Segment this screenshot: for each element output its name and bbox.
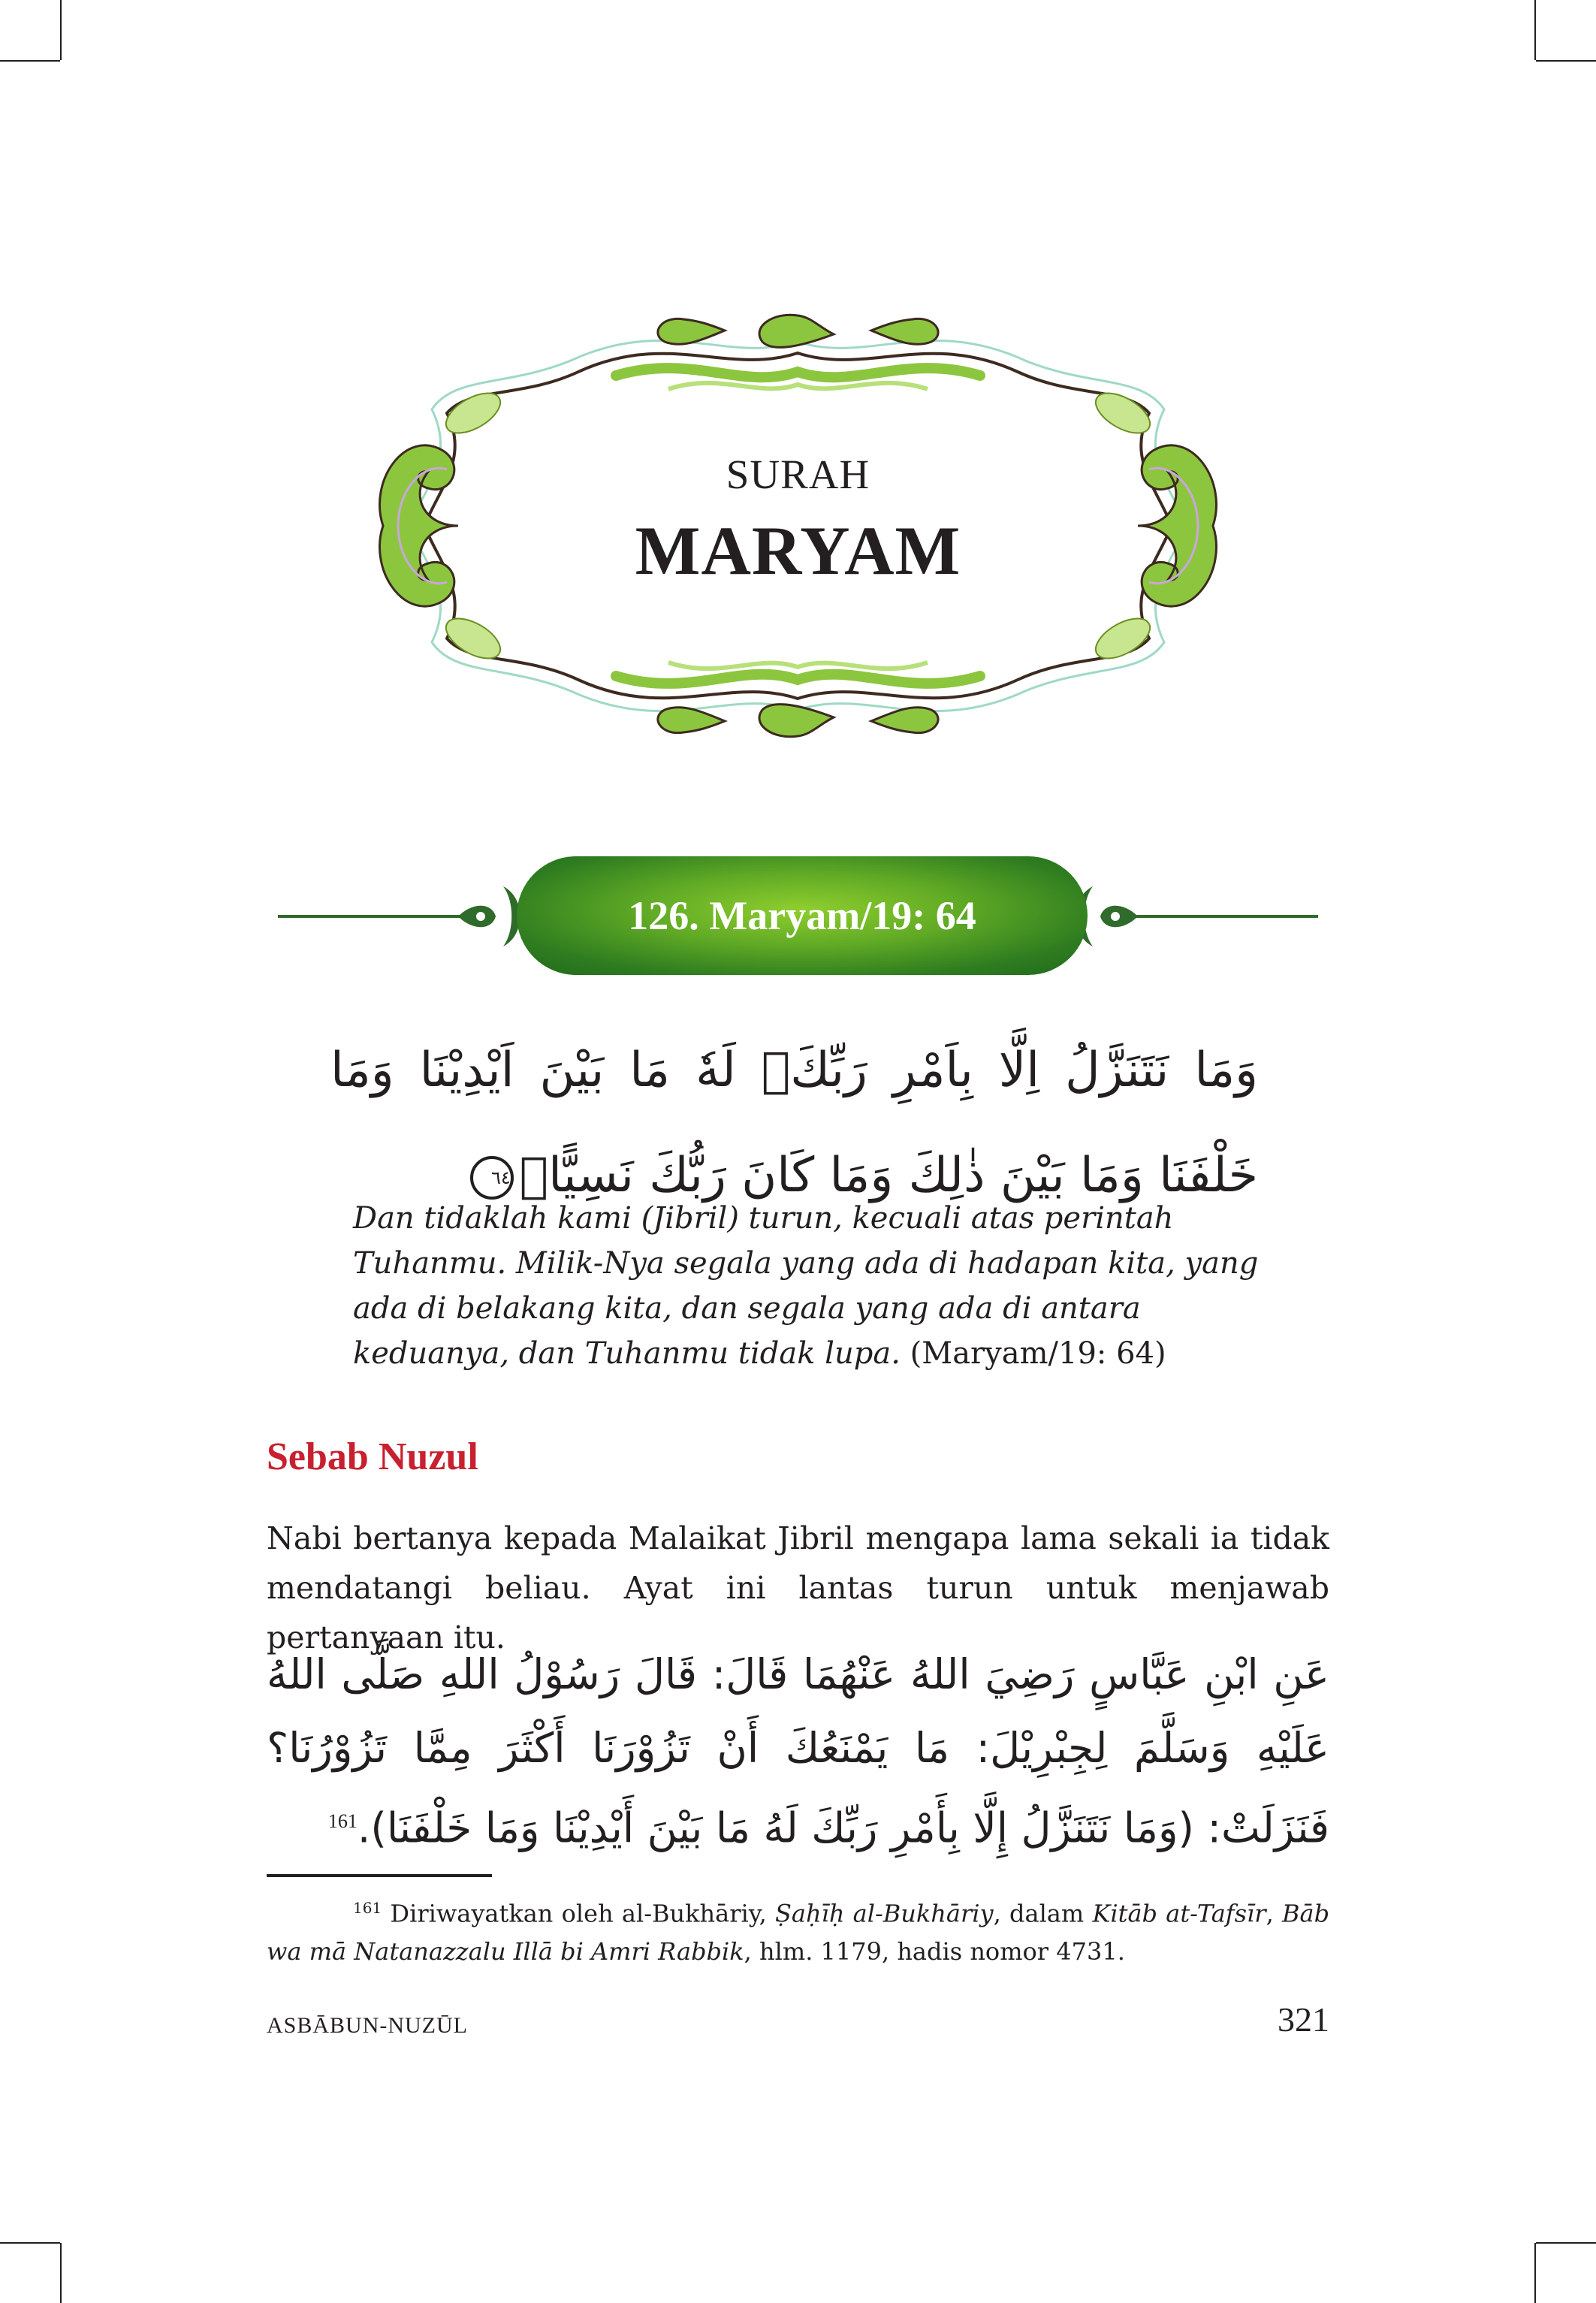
footnote — [267, 1889, 1329, 1970]
footnote-text-2: , dalam — [993, 1899, 1093, 1928]
surah-title: MARYAM — [635, 512, 961, 589]
section-paragraph: Nabi bertanya kepada Malaikat Jibril mengapa lama sekali ia tidak mendatangi beliau. Ayat ini lantas turun untuk menjawab pertanyaan itu. — [267, 1520, 1329, 1656]
crop-mark-bottom-left-h — [0, 2242, 60, 2244]
arabic-hadith — [267, 1637, 1329, 1864]
footnote-text-3: , — [1266, 1899, 1282, 1928]
footnote-text-1: Diriwayatkan oleh al-Bukhāriy, — [390, 1899, 775, 1928]
crop-mark-bottom-left-v — [60, 2243, 62, 2303]
ayah-number-marker: ٦٤ — [470, 1156, 514, 1200]
section-heading: Sebab Nuzul — [267, 1435, 478, 1478]
running-footer: ASBĀBUN-NUZŪL — [267, 2013, 468, 2038]
crop-mark-bottom-right-h — [1536, 2242, 1596, 2244]
footnote-text-4: , hlm. 1179, hadis nomor 4731. — [744, 1936, 1125, 1966]
crop-mark-bottom-right-v — [1534, 2243, 1536, 2303]
footnote-book-title: Ṣaḥīḥ al-Bukhāriy — [774, 1899, 994, 1928]
translation-reference: (Maryam/19: 64) — [910, 1336, 1166, 1371]
crop-mark-top-right-v — [1534, 0, 1536, 60]
verse-reference-text: 126. Maryam/19: 64 — [628, 893, 976, 938]
footnote-section: Bāb wa mā Natanazzalu Illā bi Amri Rabbik — [267, 1899, 1330, 1966]
arabic-hadith-text: عَنِ ابْنِ عَبَّاسٍ رَضِيَ اللهُ عَنْهُمَا قَالَ: قَالَ رَسُوْلُ اللهِ صَلَّى اللهُ عَلَيْهِ وَسَلَّمَ لِجِبْرِيْلَ: مَا يَمْنَعُكَ أَنْ تَزُوْرَنَا أَكْثَرَ مِمَّا تَزُوْرُنَا؟ فَنَزَلَتْ: (وَمَا نَتَنَزَّلُ إِلَّا بِأَمْرِ رَبِّكَ لَهُ مَا بَيْنَ أَيْدِيْنَا وَمَا خَلْفَنَا). — [267, 1650, 1329, 1852]
footnote-marker: 161 — [327, 1810, 358, 1832]
crop-mark-top-left-v — [60, 0, 62, 60]
arabic-verse-text: وَمَا نَتَنَزَّلُ اِلَّا بِاَمْرِ رَبِّكَۚ لَهٗ مَا بَيْنَ اَيْدِيْنَا وَمَا خَلْفَنَا وَمَا بَيْنَ ذٰلِكَ وَمَا كَانَ رَبُّكَ نَسِيًّاۚ — [330, 1043, 1258, 1203]
footnote-divider — [267, 1874, 492, 1877]
crop-mark-top-right-h — [1536, 60, 1596, 62]
translation-text: Dan tidaklah kami (Jibril) turun, kecuali atas perintah Tuhanmu. Milik-Nya segala yang ada di hadapan kita, yang ada di belakang kita, dan segala yang ada di antara keduanya, dan Tuhanmu tidak lupa. — [353, 1201, 1259, 1371]
verse-translation — [353, 1196, 1262, 1376]
footnote-number: 161 — [353, 1899, 382, 1917]
verse-reference-banner — [517, 856, 1088, 975]
surah-label: SURAH — [726, 451, 870, 497]
footnote-chapter: Kitāb at-Tafsīr — [1092, 1899, 1266, 1928]
page-number: 321 — [1278, 2000, 1329, 2039]
crop-mark-top-left-h — [0, 60, 60, 62]
